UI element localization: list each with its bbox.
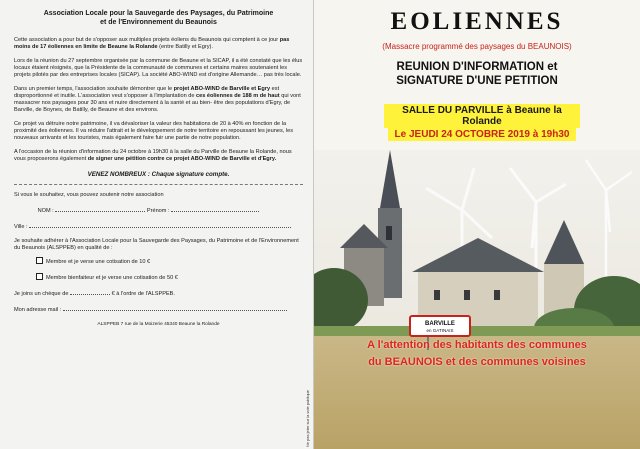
paragraph-petition: A l'occasion de la réunion d'information du 24 octobre à 19h30 à la salle du Parville de Beaune la Rolande, nous vous proposerons également de signer une pétition contre ce projet ABO-WIND de Barville et d'Egry. (14, 149, 292, 162)
paragraph-meeting: Lors de la réunion du 27 septembre organisée par la commune de Beaune et la SICAP, il a été constaté que les élus locaux étaient résignés, que la Présidente de la communauté de communes et certains maires soutenaient les projets pilotés par des entreprises locales (SICAP). La société ABO-WIND est d'origine Allemande… pas très locale. (14, 58, 303, 78)
attention-notice: A l'attention des habitants des communes du BEAUNOIS et des communes voisines (367, 339, 587, 368)
bienfaiteur-option[interactable]: Membre bienfaiteur et je verse une cotisation de 50 € (14, 273, 303, 282)
association-heading: Association Locale pour la Sauvegarde des Paysages, du Patrimoine et de l'Environnement du Beaunois (43, 10, 274, 26)
paragraph-heritage: Ce projet va détruire notre patrimoine, il va dévaloriser la valeur des habitations de 20 à 40% en fonction de la proximité des éoliennes. Il va réduire l'attrait et le développement de notre territoire en repoussant les jeunes, les nouveaux arrivants et les touristes, mais également faire fuir une partie de notre population. (14, 121, 294, 141)
cheque-amount-field[interactable] (70, 289, 110, 295)
subtitle: (Massacre programmé des paysages du BEAUNOIS) (382, 42, 572, 51)
right-panel (314, 0, 640, 449)
paragraph-purpose: Cette association a pour but de s'opposer aux multiples projets éoliens du Beaunois qui comptent à ce jour pas moins de 17 éoliennes en limite de Beaune la Rolande (entre Batilly et Egry). (14, 37, 290, 50)
side-note: Ne pas jeter sur la voie publique (305, 390, 310, 448)
flyer-title: EOLIENNES (390, 8, 564, 35)
village-photo (314, 150, 640, 449)
ville-field[interactable] (29, 222, 291, 228)
meeting-date: Le JEUDI 24 OCTOBRE 2019 à 19h30 (388, 128, 576, 141)
nom-label: NOM : (37, 208, 54, 214)
paragraph-project: Dans un premier temps, l'association souhaite démontrer que le projet ABO-WIND de Barville et Egry est disproportionné et inutile. L'association veut s'opposer à l'implantation de ces éoliennes de 188 m de haut qui vont massacrer nos paysages pour 30 ans et nuire directement à la santé et au bien- être des populations d'Egry, de Barville, de Boynes, de Batilly, de Beaune et des environs. (14, 86, 301, 113)
membre-checkbox[interactable] (36, 257, 43, 264)
cheque-row: Je joins un chèque de € à l'ordre de l'ALSPPEB. (14, 291, 175, 297)
name-row (14, 206, 303, 215)
svg-text:BARVILLE: BARVILLE (425, 321, 455, 327)
membre-option[interactable]: Membre et je verse une cotisation de 10 € (14, 257, 303, 266)
bienfaiteur-checkbox[interactable] (36, 273, 43, 280)
meeting-venue: SALLE DU PARVILLE à Beaune la Rolande (384, 104, 580, 128)
ville-label: Ville : (14, 224, 28, 230)
nom-field[interactable] (55, 206, 145, 212)
svg-text:en GATINAIS: en GATINAIS (426, 328, 454, 333)
venez-nombreux: VENEZ NOMBREUX : Chaque signature compte. (87, 171, 230, 178)
prenom-label: Prénom : (146, 208, 170, 214)
left-panel (0, 0, 314, 449)
adhere-text: Je souhaite adhérer à l'Association Locale pour la Sauvegarde des Paysages, du Patrimoine et de l'Environnement du Beaunois (ALSPPEB) en qualité de : (14, 238, 299, 251)
association-address: ALSPPEB 7 rue de la Moizerie 45340 Beaune la Rolande (97, 322, 220, 327)
prenom-field[interactable] (171, 206, 259, 212)
ville-row (14, 222, 303, 231)
email-row: Mon adresse mail : (14, 305, 303, 314)
cut-line (14, 184, 303, 185)
meeting-heading: REUNION D'INFORMATION et SIGNATURE D'UNE PETITION (396, 61, 558, 87)
email-field[interactable] (63, 305, 287, 311)
form-intro: Si vous le souhaitez, vous pouvez soutenir notre association (14, 192, 164, 198)
